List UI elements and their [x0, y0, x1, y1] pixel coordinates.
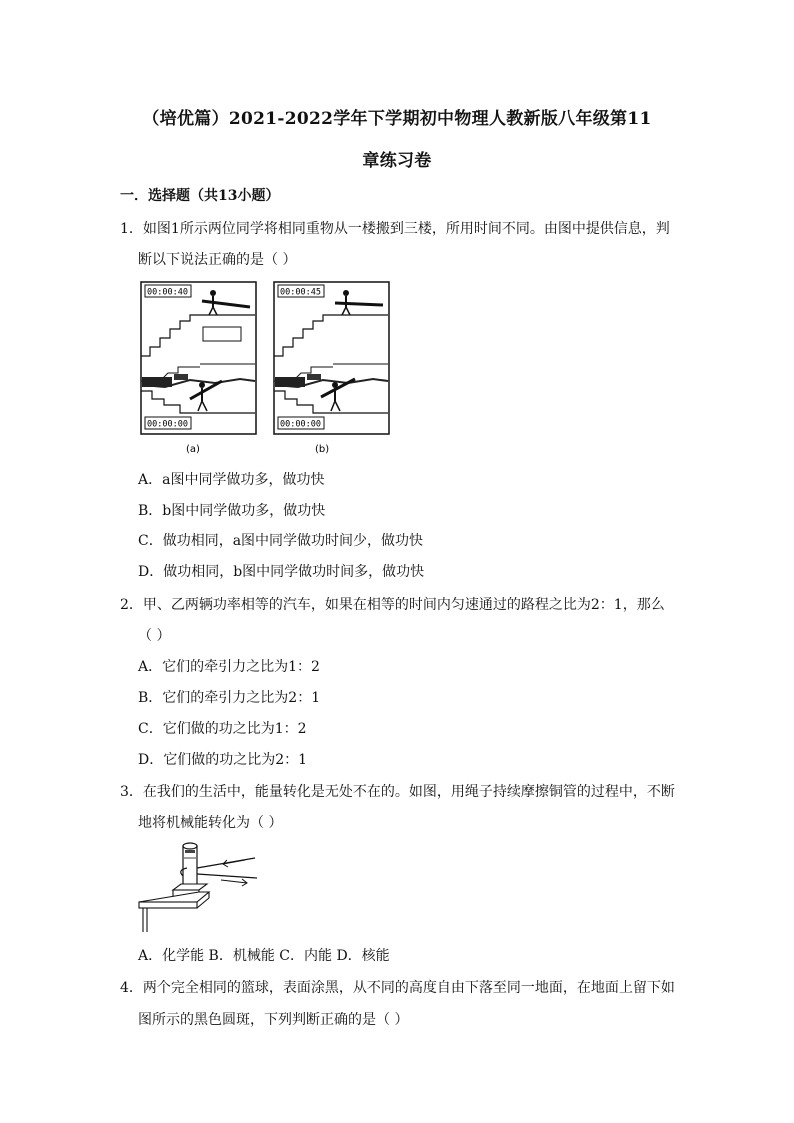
question-2-option-c: C．它们做的功之比为1：2 — [138, 721, 307, 737]
page-title-line-2: 章练习卷 — [362, 151, 432, 171]
section-heading: 一．选择题（共13小题） — [120, 188, 280, 204]
question-1-option-c: C．做功相同，a图中同学做功时间少，做功快 — [138, 533, 424, 549]
question-1-stem-line-1: 1．如图1所示两位同学将相同重物从一楼搬到三楼，所用时间不同。由图中提供信息，判 — [120, 221, 670, 237]
figure-1-a-bottom-timer: 00:00:00 — [147, 419, 188, 430]
question-4-stem-line-1: 4．两个完全相同的篮球，表面涂黑，从不同的高度自由下落至同一地面，在地面上留下如 — [120, 980, 675, 996]
page-title-line-1: （培优篇）2021-2022学年下学期初中物理人教新版八年级第11 — [142, 109, 652, 129]
question-1-option-d: D．做功相同，b图中同学做功时间多，做功快 — [138, 564, 425, 580]
figure-1-a-top-timer: 00:00:40 — [147, 287, 188, 298]
question-2-option-d: D．它们做的功之比为2：1 — [138, 752, 308, 768]
figure-1-caption-a: (a) — [186, 444, 200, 455]
question-1-option-b: B．b图中同学做功多，做功快 — [138, 503, 326, 519]
question-2-stem-line-2: （ ） — [138, 628, 171, 644]
question-2-option-a: A．它们的牵引力之比为1：2 — [138, 659, 320, 675]
question-1-option-a: A．a图中同学做功多，做功快 — [138, 472, 325, 488]
figure-1-stairs — [140, 281, 392, 457]
figure-1-caption-b: (b) — [315, 444, 330, 455]
question-3-stem-line-2: 地将机械能转化为（ ） — [138, 815, 283, 831]
question-2-option-b: B．它们的牵引力之比为2：1 — [138, 690, 321, 706]
question-3-stem-line-1: 3．在我们的生活中，能量转化是无处不在的。如图，用绳子持续摩擦铜管的过程中，不断 — [120, 784, 675, 800]
figure-1-panel-a — [141, 282, 256, 434]
question-2-stem-line-1: 2．甲、乙两辆功率相等的汽车，如果在相等的时间内匀速通过的路程之比为2：1，那么 — [120, 597, 665, 613]
question-3-options: A．化学能 B．机械能 C．内能 D．核能 — [138, 948, 390, 964]
figure-1-b-top-timer: 00:00:45 — [280, 287, 321, 298]
figure-copper-tube-friction — [137, 838, 267, 934]
question-1-stem-line-2: 断以下说法正确的是（ ） — [138, 252, 297, 268]
figure-1-b-bottom-timer: 00:00:00 — [280, 419, 321, 430]
question-4-stem-line-2: 图所示的黑色圆斑，下列判断正确的是（ ） — [138, 1012, 409, 1028]
figure-1-panel-b — [274, 282, 389, 434]
